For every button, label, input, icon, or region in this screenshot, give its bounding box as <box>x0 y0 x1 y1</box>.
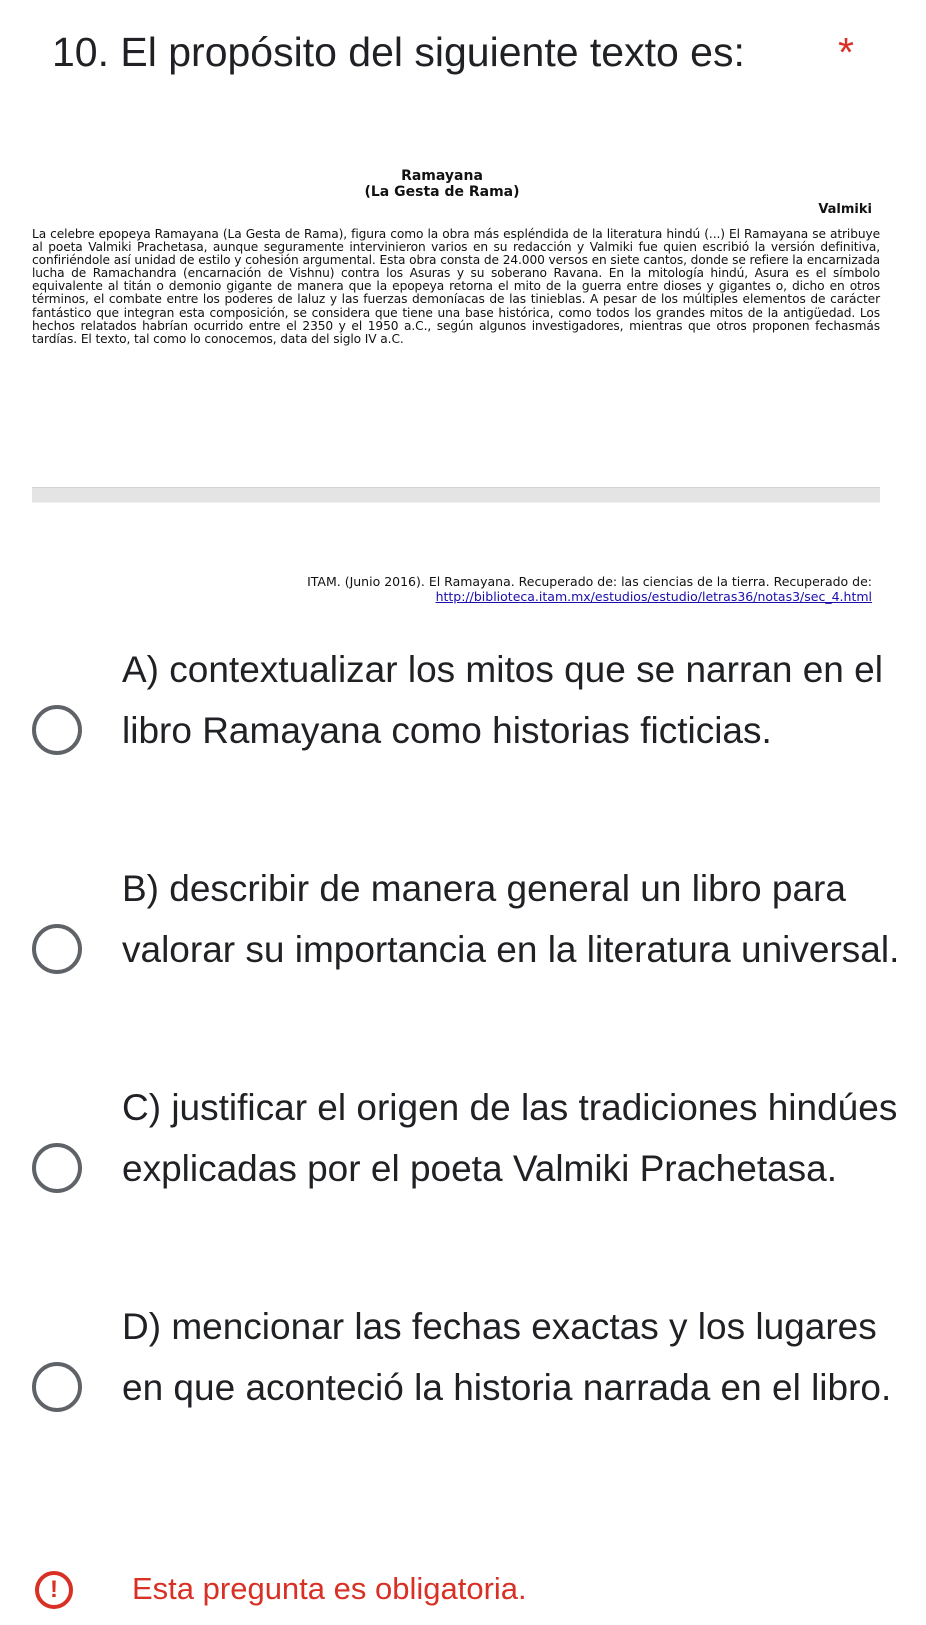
option-a[interactable] <box>0 639 926 829</box>
error-message: Esta pregunta es obligatoria. <box>132 1571 527 1606</box>
passage-author: Valmiki <box>818 202 872 217</box>
passage-image <box>32 168 880 346</box>
passage-divider <box>32 487 880 503</box>
passage-title: Ramayana <box>401 168 483 184</box>
question-title: 10. El propósito del siguiente texto es: <box>52 29 745 75</box>
radio-unchecked-icon[interactable] <box>32 1362 82 1412</box>
option-b[interactable] <box>0 858 926 1048</box>
required-asterisk: * <box>838 29 854 75</box>
radio-unchecked-icon[interactable] <box>32 705 82 755</box>
option-c[interactable] <box>0 1077 926 1267</box>
passage-body: La celebre epopeya Ramayana (La Gesta de Rama), figura como la obra más espléndida de la literatura hindú (...) El Ramayana se atribuye al poeta Valmiki Prachetasa, aunque seguramente intervinieron varios en su redacción y Valmiki fue quien escribió la versión definitiva, confiriéndole así unidad de estilo y cohesión argumental. Esta obra consta de 24.000 versos en siete cantos, donde se refiere la encarnizada lucha de Ramachandra (encarnación de Vishnu) contra los Asuras y su soberano Ravana. En la mitología hindú, Asura es el símbolo equivalente al titán o demonio gigante de manera que la epopeya retorna el mito de la guerra entre dioses y gigantes o, dicho en otros términos, el combate entre los poderes de laluz y las fuerzas demoníacas de las tinieblas. A pesar de los múltiples elementos de carácter fantástico que integran esta composición, se considera que tiene una base histórica, como todos los grandes mitos de la antigüedad. Los hechos relatados habrían ocurrido entre el 2350 y el 1950 a.C., según algunos investigadores, mientras que otros proponen fechasmás tardías. El texto, tal como lo conocemos, data del siglo IV a.C. <box>32 227 880 346</box>
required-error <box>0 1565 926 1613</box>
passage-citation <box>32 574 872 604</box>
option-c-label[interactable]: C) justificar el origen de las tradiciones hindúes explicadas por el poeta Valmiki Prachetasa. <box>122 1087 898 1189</box>
radio-unchecked-icon[interactable] <box>32 924 82 974</box>
option-d-label[interactable]: D) mencionar las fechas exactas y los lugares en que aconteció la historia narrada en el libro. <box>122 1306 892 1408</box>
citation-link[interactable]: http://biblioteca.itam.mx/estudios/estudio/letras36/notas3/sec_4.html <box>435 589 872 604</box>
option-a-label[interactable]: A) contextualizar los mitos que se narran en el libro Ramayana como historias ficticias. <box>122 649 883 751</box>
option-b-label[interactable]: B) describir de manera general un libro para valorar su importancia en la literatura universal. <box>122 868 900 970</box>
error-circle-icon: ! <box>35 1571 73 1609</box>
passage-subtitle: (La Gesta de Rama) <box>364 184 520 200</box>
citation-text: ITAM. (Junio 2016). El Ramayana. Recuperado de: las ciencias de la tierra. Recuperado de: <box>307 574 872 589</box>
radio-unchecked-icon[interactable] <box>32 1143 82 1193</box>
option-d[interactable] <box>0 1296 926 1486</box>
